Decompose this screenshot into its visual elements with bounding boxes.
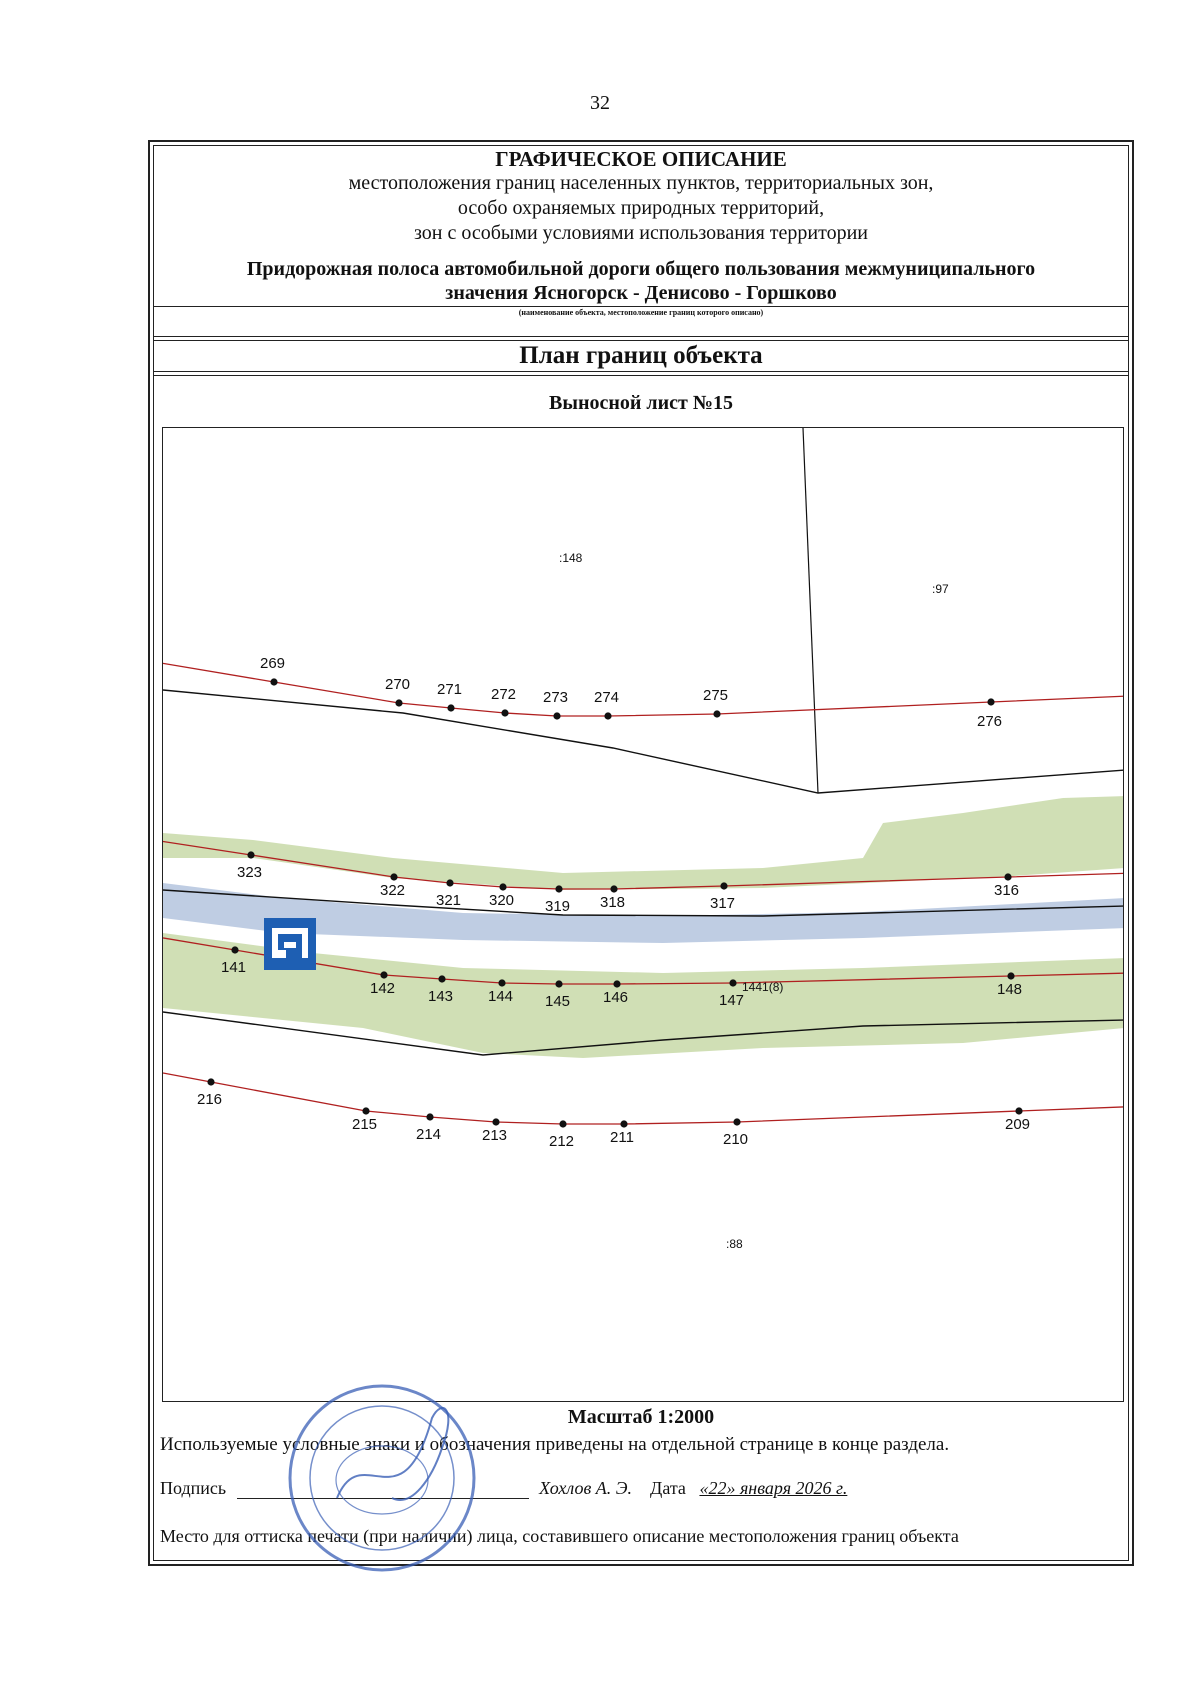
boundary-map (162, 427, 1124, 1402)
subtitle-line-2: особо охраняемых природных территорий, (457, 197, 825, 219)
boundary-point-label-147: 147 (719, 992, 745, 1009)
boundary-point-label-209: 209 (1005, 1116, 1031, 1133)
boundary-point-143 (438, 975, 445, 982)
boundary-point-316 (1004, 873, 1011, 880)
boundary-point-label-320: 320 (489, 892, 515, 909)
boundary-point-321 (446, 879, 453, 886)
subtitle-line-3: зон с особыми условиями использования территории (413, 222, 869, 244)
boundary-point-318 (610, 885, 617, 892)
boundary-point-317 (720, 882, 727, 889)
page-number: 32 (590, 92, 610, 114)
subtitle-line-1: местоположения границ населенных пунктов, территориальных зон, (348, 172, 934, 194)
boundary-point-label-216: 216 (197, 1091, 223, 1108)
section-divider-1 (153, 336, 1129, 337)
boundary-point-label-272: 272 (491, 686, 517, 703)
boundary-point-213 (492, 1118, 499, 1125)
parcel-label-148: :148 (559, 551, 583, 565)
object-name-line-1: Придорожная полоса автомобильной дороги общего пользования межмуниципального (246, 258, 1036, 280)
boundary-point-320 (499, 883, 506, 890)
object-caption: (наименование объекта, местоположение границ которого описано) (518, 308, 764, 317)
boundary-point-145 (555, 980, 562, 987)
boundary-point-214 (426, 1113, 433, 1120)
boundary-point-label-146: 146 (603, 989, 629, 1006)
legend-note: Используемые условные знаки и обозначения приведены на отдельной странице в конце раздела. (160, 1434, 950, 1455)
boundary-point-label-143: 143 (428, 988, 454, 1005)
map-canvas (163, 428, 1124, 1402)
boundary-point-276 (987, 698, 994, 705)
section-divider-2 (153, 340, 1129, 341)
boundary-point-148 (1007, 972, 1014, 979)
boundary-point-146 (613, 980, 620, 987)
boundary-point-141 (231, 946, 238, 953)
parcel-label-97: :97 (932, 582, 949, 596)
boundary-point-label-276: 276 (977, 713, 1003, 730)
boundary-point-209 (1015, 1107, 1022, 1114)
boundary-point-label-274: 274 (594, 689, 620, 706)
boundary-point-label-318: 318 (600, 894, 626, 911)
boundary-point-label-319: 319 (545, 898, 571, 915)
green-strip-north (163, 796, 1124, 890)
red-boundary-lines (163, 663, 1124, 1124)
parcel-divider-148-97 (803, 428, 818, 793)
boundary-point-label-144: 144 (488, 988, 514, 1005)
object-name-rule (153, 306, 1129, 307)
boundary-point-319 (555, 885, 562, 892)
boundary-point-144 (498, 979, 505, 986)
boundary-point-142 (380, 971, 387, 978)
boundary-point-label-141: 141 (221, 959, 247, 976)
boundary-point-211 (620, 1120, 627, 1127)
boundary-point-271 (447, 704, 454, 711)
boundary-point-label-145: 145 (545, 993, 571, 1010)
seal-note: Место для оттиска печати (при наличии) лица, составившего описание местоположения границ объекта (160, 1526, 959, 1546)
boundary-point-216 (207, 1078, 214, 1085)
boundary-point-label-317: 317 (710, 895, 736, 912)
date-label: Дата (650, 1478, 686, 1498)
boundary-point-label-215: 215 (352, 1116, 378, 1133)
boundary-point-label-323: 323 (237, 864, 263, 881)
date-value: «22» января 2026 г. (699, 1478, 848, 1498)
boundary-point-272 (501, 709, 508, 716)
object-name-line-2: значения Ясногорск - Денисово - Горшково (445, 282, 837, 304)
boundary-point-label-212: 212 (549, 1133, 575, 1150)
boundary-point-label-316: 316 (994, 882, 1020, 899)
boundary-point-275 (713, 710, 720, 717)
boundary-point-210 (733, 1118, 740, 1125)
boundary-point-label-214: 214 (416, 1126, 442, 1143)
boundary-point-270 (395, 699, 402, 706)
boundary-point-147 (729, 979, 736, 986)
boundary-point-label-273: 273 (543, 689, 569, 706)
signature-row (160, 1478, 847, 1499)
document-title: ГРАФИЧЕСКОЕ ОПИСАНИЕ (495, 147, 787, 171)
red-boundary-row-4 (163, 1073, 1124, 1124)
sheet-title: Выносной лист №15 (549, 392, 733, 414)
boundary-point-274 (604, 712, 611, 719)
signer-name: Хохлов А. Э. (539, 1478, 633, 1498)
boundary-point-269 (270, 678, 277, 685)
boundary-point-label-142: 142 (370, 980, 396, 997)
boundary-point-273 (553, 712, 560, 719)
boundary-point-label-210: 210 (723, 1131, 749, 1148)
plan-divider-1 (153, 371, 1129, 372)
boundary-point-label-275: 275 (703, 687, 729, 704)
boundary-point-212 (559, 1120, 566, 1127)
road-id-label: 1441(8) (742, 980, 784, 994)
boundary-point-label-269: 269 (260, 655, 286, 672)
boundary-point-label-148: 148 (997, 981, 1023, 998)
boundary-point-label-211: 211 (610, 1129, 634, 1146)
boundary-point-323 (247, 851, 254, 858)
engineer-seal-stamp (282, 1378, 482, 1578)
boundary-point-322 (390, 873, 397, 880)
plan-divider-2 (153, 375, 1129, 376)
map-scale: Масштаб 1:2000 (567, 1406, 715, 1428)
parcel-boundary-north (163, 690, 1124, 793)
boundary-point-215 (362, 1107, 369, 1114)
parcel-label-88: :88 (726, 1237, 743, 1251)
boundary-point-label-213: 213 (482, 1127, 508, 1144)
signature-label: Подпись (160, 1478, 227, 1498)
red-boundary-row-1 (163, 663, 1124, 716)
plan-title: План границ объекта (519, 342, 763, 369)
boundary-point-label-321: 321 (436, 892, 462, 909)
road-sign-icon (264, 918, 316, 970)
boundary-point-label-270: 270 (385, 676, 411, 693)
boundary-point-label-271: 271 (437, 681, 463, 698)
boundary-point-label-322: 322 (380, 882, 406, 899)
